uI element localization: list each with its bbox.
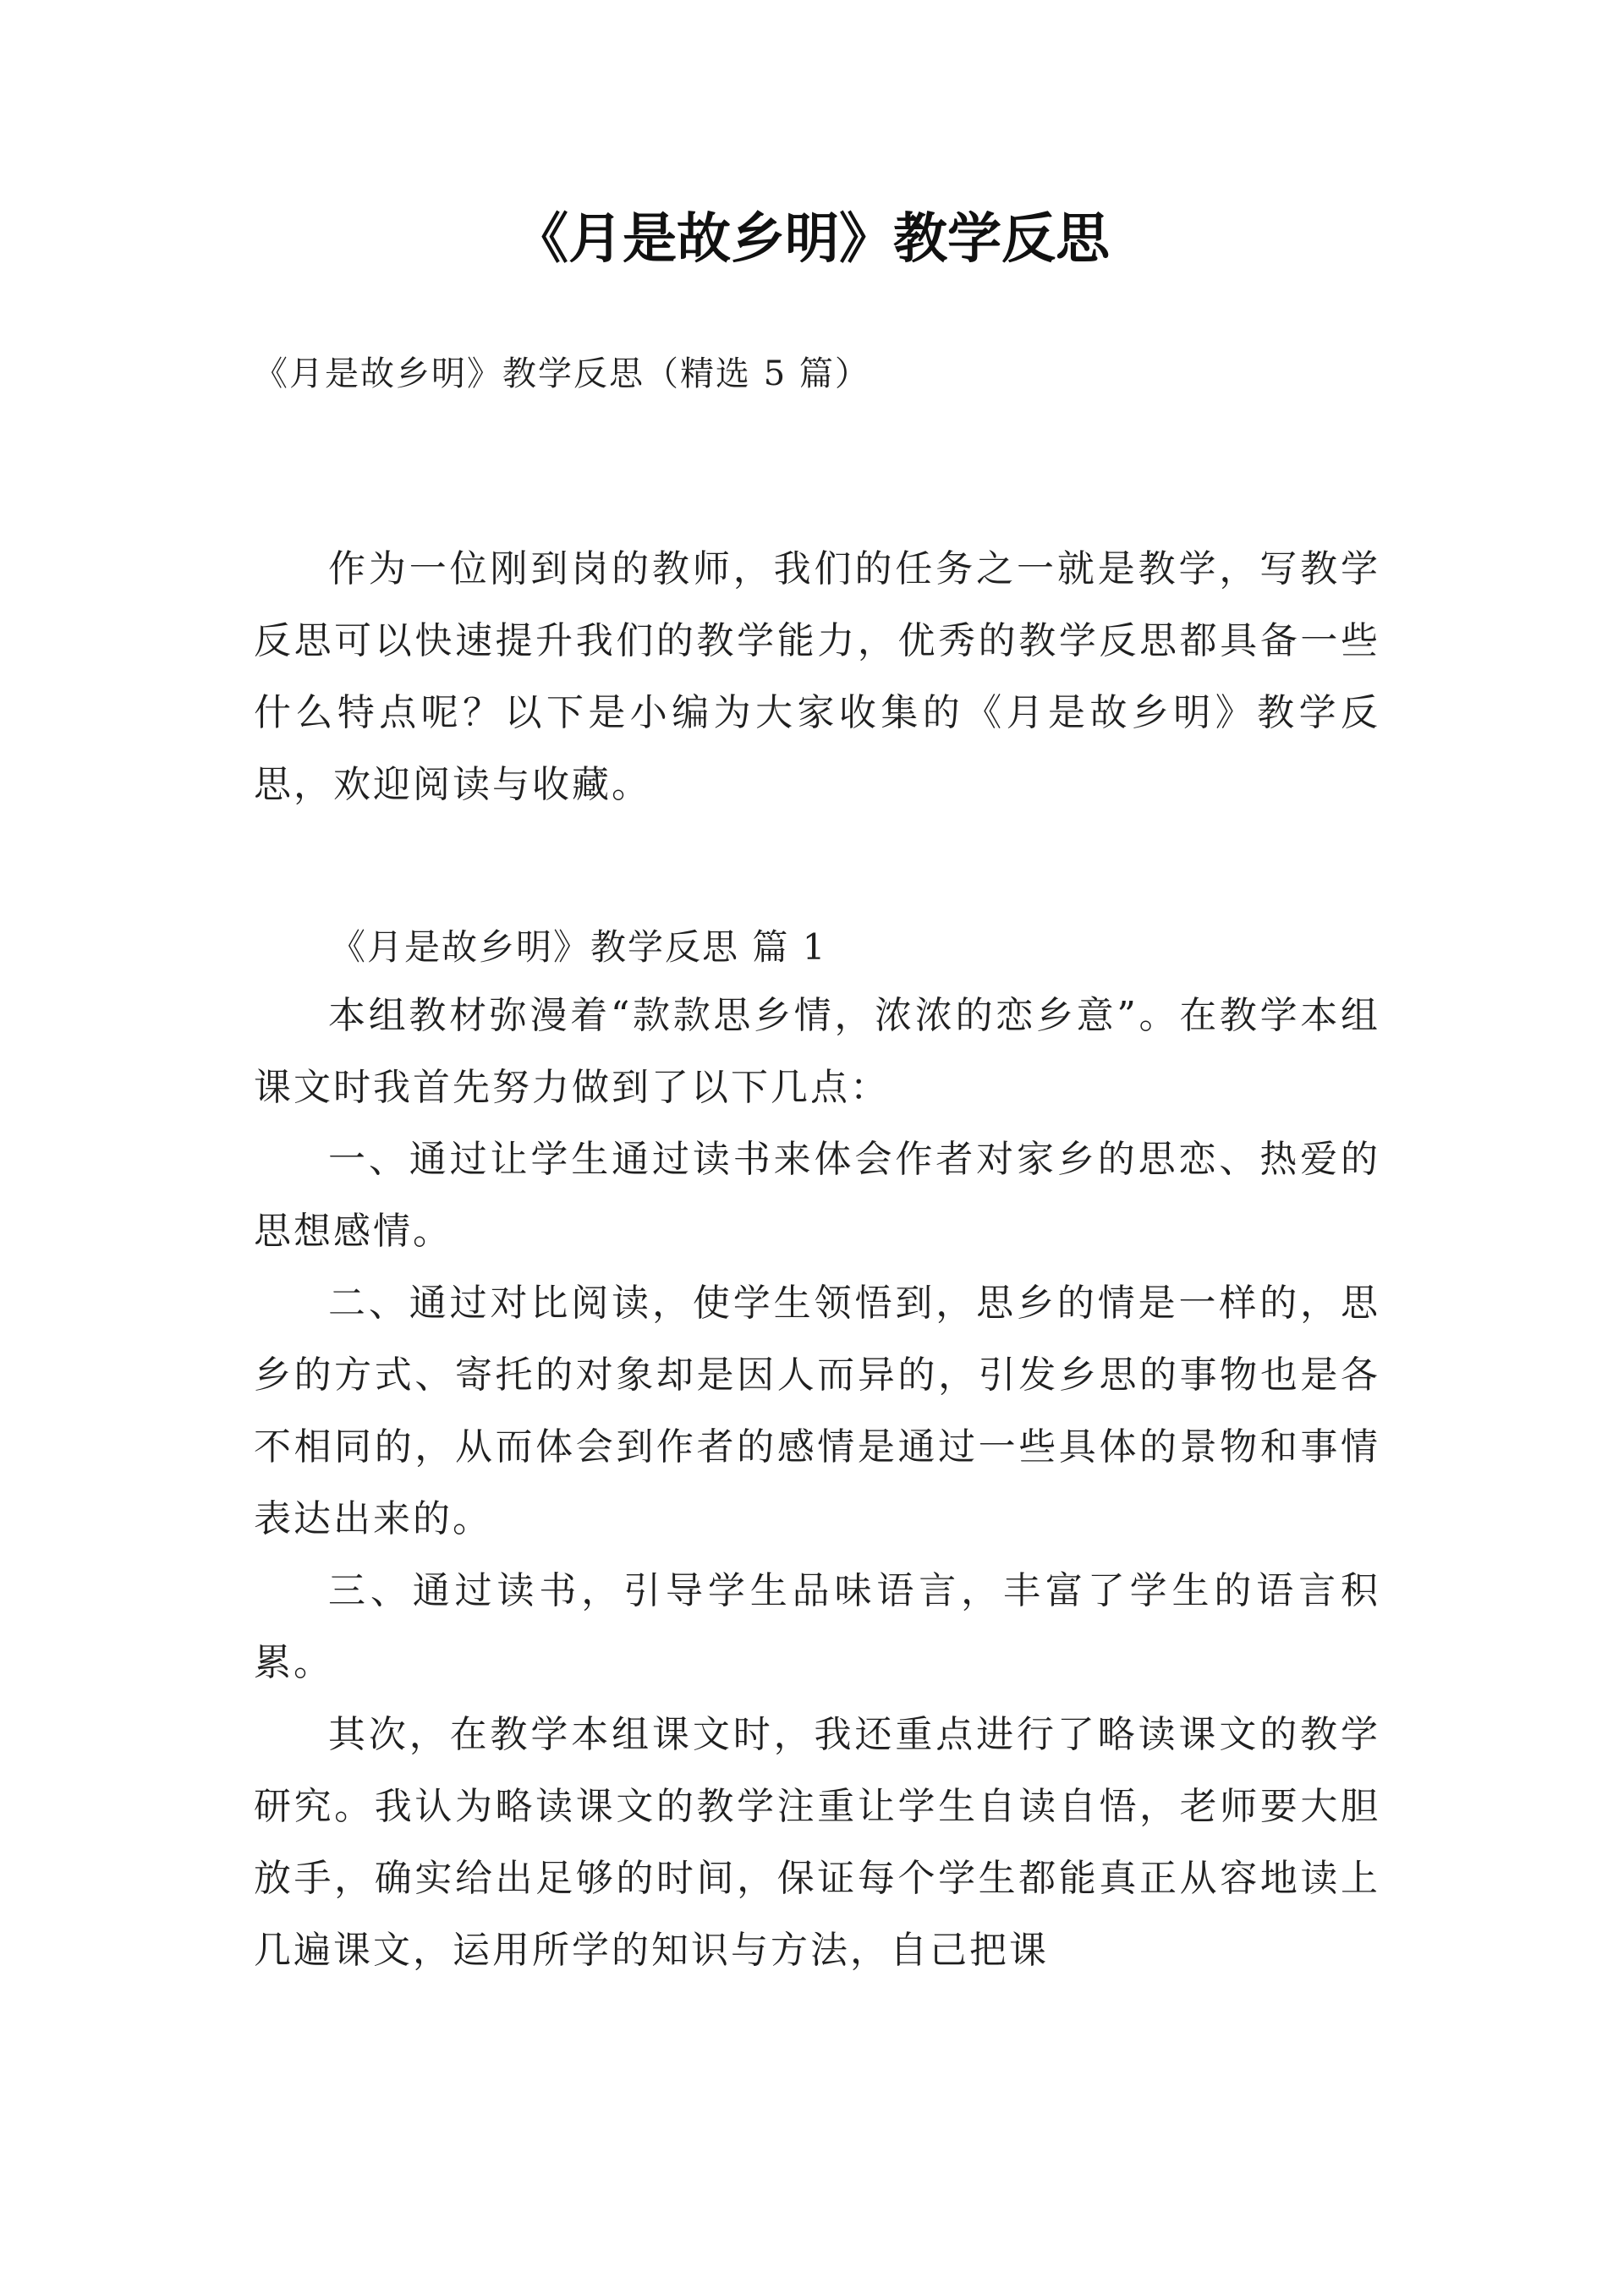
document-title: 《月是故乡明》教学反思	[514, 208, 1110, 271]
body-paragraph-2: 一、通过让学生通过读书来体会作者对家乡的思恋、热爱的思想感情。	[254, 1138, 1380, 1253]
body-paragraph-3: 二、通过对比阅读，使学生领悟到，思乡的情是一样的，思乡的方式、寄托的对象却是因人而异的，引发乡思的事物也是各不相同的，从而体会到作者的感情是通过一些具体的景物和事情表达出来的。	[254, 1282, 1380, 1540]
intro-paragraph: 作为一位刚到岗的教师，我们的任务之一就是教学，写教学反思可以快速提升我们的教学能力，优秀的教学反思都具备一些什么特点呢？以下是小编为大家收集的《月是故乡明》教学反思，欢迎阅读与收藏。	[254, 547, 1380, 806]
body-paragraph-1: 本组教材弥漫着“款款思乡情，浓浓的恋乡意”。在教学本组课文时我首先努力做到了以下几点：	[254, 994, 1380, 1109]
body-paragraph-4: 三、通过读书，引导学生品味语言，丰富了学生的语言积累。	[254, 1569, 1380, 1684]
body-paragraph-5: 其次，在教学本组课文时，我还重点进行了略读课文的教学研究。我认为略读课文的教学注重让学生自读自悟，老师要大胆放手，确实给出足够的时间，保证每个学生都能真正从容地读上几遍课文，运用所学的知识与方法，自己把课	[254, 1713, 1380, 1972]
section-heading: 《月是故乡明》教学反思 篇 1	[330, 926, 827, 968]
document-subtitle: 《月是故乡明》教学反思（精选 5 篇）	[254, 354, 870, 393]
